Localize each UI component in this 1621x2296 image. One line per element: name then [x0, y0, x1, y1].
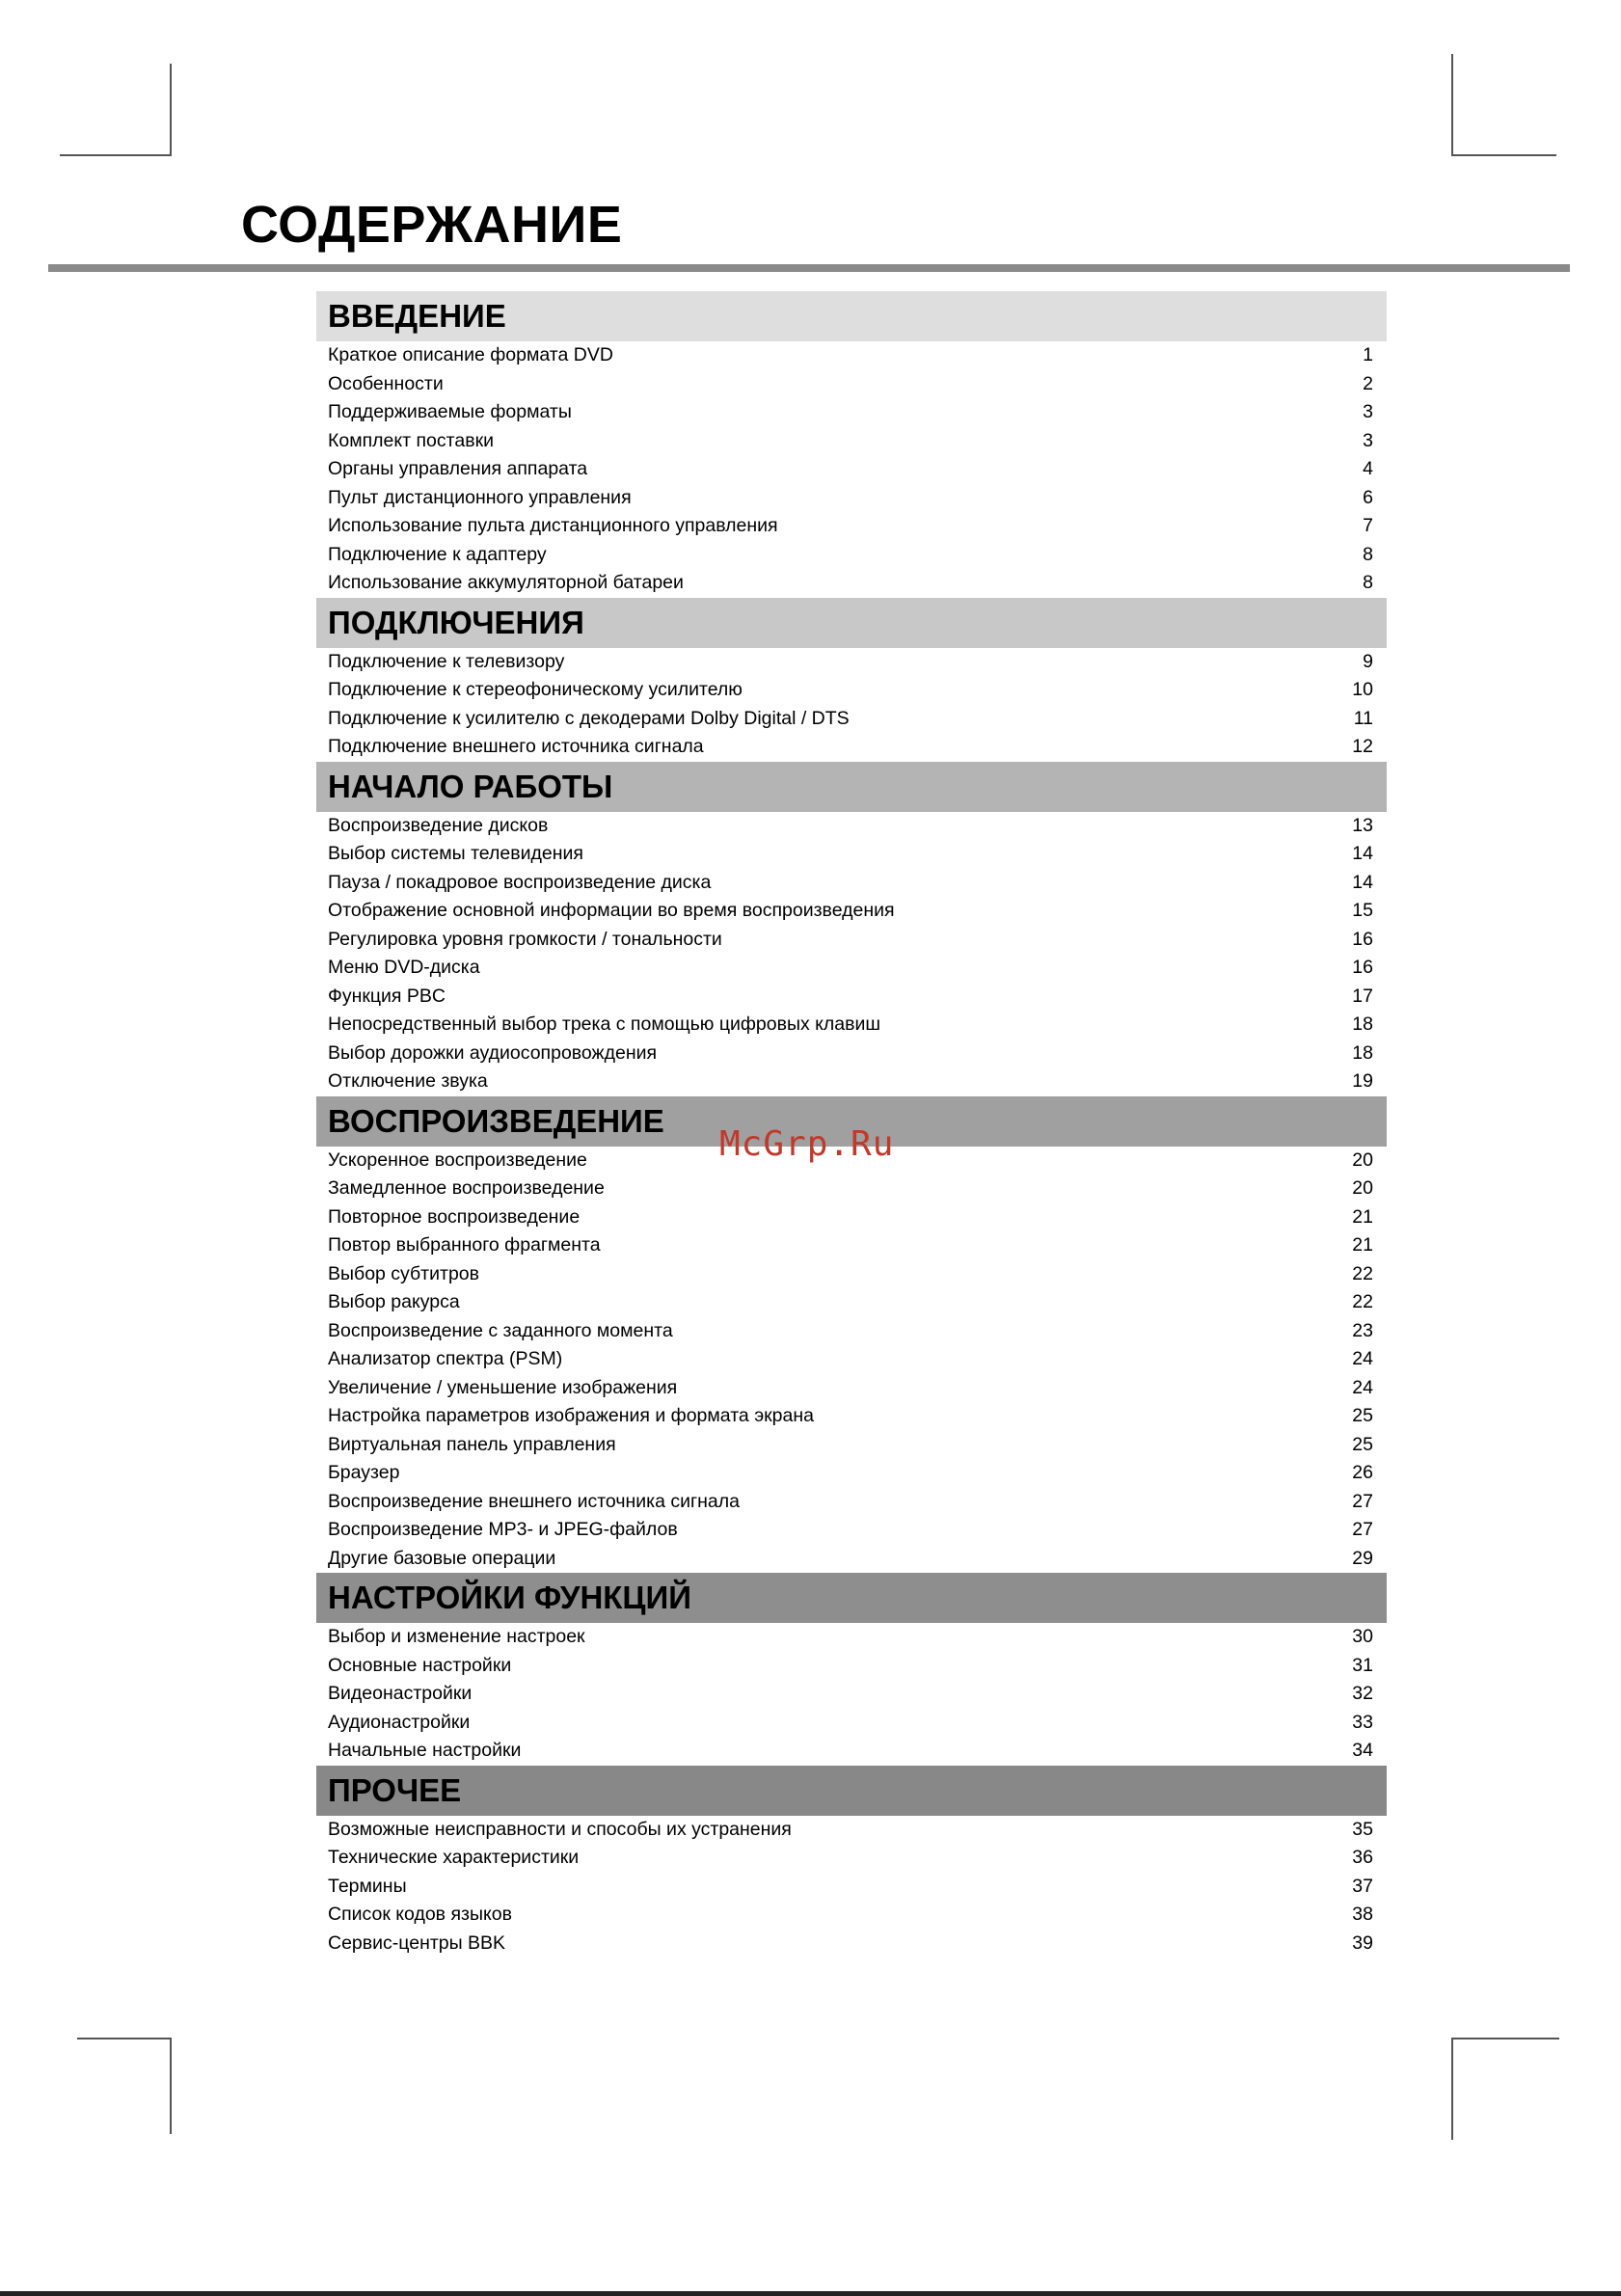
- toc-entry-label: Настройка параметров изображения и формата экрана: [328, 1405, 814, 1426]
- toc-entry-label: Термины: [328, 1875, 407, 1897]
- crop-mark-bottom-right-horizontal: [1451, 2038, 1559, 2039]
- section-header: [316, 291, 1387, 341]
- toc-entry-page-number: 16: [1352, 957, 1373, 978]
- bottom-edge-line: [0, 2291, 1621, 2296]
- toc-entry[interactable]: [316, 1816, 1387, 1845]
- crop-mark-top-right-vertical: [1451, 54, 1453, 156]
- toc-entry-page-number: 27: [1352, 1519, 1373, 1540]
- toc-entry-label: Отключение звука: [328, 1070, 488, 1092]
- toc-entry-page-number: 7: [1363, 515, 1373, 536]
- crop-mark-bottom-left-horizontal: [77, 2038, 172, 2039]
- toc-entry[interactable]: [316, 398, 1387, 427]
- toc-entry[interactable]: [316, 869, 1387, 898]
- toc-entry[interactable]: [316, 954, 1387, 983]
- toc-entry[interactable]: [316, 370, 1387, 399]
- toc-entry[interactable]: [316, 1623, 1387, 1652]
- toc-entry-label: Список кодов языков: [328, 1904, 512, 1925]
- toc-entry-label: Воспроизведение MP3- и JPEG-файлов: [328, 1519, 678, 1540]
- crop-mark-top-left-vertical: [170, 64, 172, 156]
- crop-mark-top-right-horizontal: [1451, 154, 1556, 156]
- toc-entry-label: Отображение основной информации во время воспроизведения: [328, 900, 895, 921]
- toc-entry-page-number: 35: [1352, 1818, 1373, 1840]
- toc-entry-label: Непосредственный выбор трека с помощью цифровых клавиш: [328, 1013, 881, 1035]
- toc-entry[interactable]: [316, 1011, 1387, 1040]
- toc-entry[interactable]: [316, 1374, 1387, 1403]
- section-title: ПОДКЛЮЧЕНИЯ: [328, 604, 584, 640]
- toc-entry-page-number: 2: [1363, 372, 1373, 394]
- toc-entry[interactable]: [316, 541, 1387, 570]
- page-title: СОДЕРЖАНИЕ: [241, 196, 623, 254]
- toc-entry-page-number: 13: [1352, 814, 1373, 836]
- toc-entry-page-number: 8: [1363, 543, 1373, 565]
- toc-entry-label: Краткое описание формата DVD: [328, 344, 613, 365]
- toc-entry-label: Начальные настройки: [328, 1740, 522, 1761]
- toc-entry-page-number: 21: [1352, 1205, 1373, 1228]
- toc-entry-page-number: 9: [1363, 650, 1373, 672]
- toc-entry-label: Пауза / покадровое воспроизведение диска: [328, 871, 712, 893]
- toc-entry-page-number: 23: [1352, 1319, 1373, 1341]
- toc-section: [316, 291, 1387, 598]
- toc-entry-page-number: 3: [1363, 401, 1373, 422]
- toc-entry[interactable]: [316, 455, 1387, 484]
- toc-entry-label: Виртуальная панель управления: [328, 1433, 616, 1455]
- toc-entry-label: Ускоренное воспроизведение: [328, 1148, 587, 1171]
- section-title: ВВЕДЕНИЕ: [328, 298, 506, 334]
- section-title: ПРОЧЕЕ: [328, 1771, 462, 1808]
- toc-entry-label: Использование аккумуляторной батареи: [328, 572, 684, 593]
- toc-entry-page-number: 1: [1363, 344, 1373, 365]
- toc-entry[interactable]: [316, 983, 1387, 1012]
- toc-entry-label: Функция PBC: [328, 985, 446, 1007]
- toc-entry[interactable]: [316, 1067, 1387, 1096]
- toc-entry-label: Другие базовые операции: [328, 1547, 556, 1569]
- toc-entry-page-number: 31: [1352, 1654, 1373, 1676]
- toc-entry-label: Выбор субтитров: [328, 1262, 479, 1284]
- toc-entry-page-number: 26: [1352, 1462, 1373, 1483]
- toc-entry-label: Комплект поставки: [328, 429, 494, 451]
- toc-entry-page-number: 36: [1352, 1847, 1373, 1868]
- toc-entry[interactable]: [316, 1288, 1387, 1317]
- toc-entry-page-number: 24: [1352, 1376, 1373, 1398]
- toc-entry-page-number: 20: [1352, 1148, 1373, 1171]
- toc-entry-label: Замедленное воспроизведение: [328, 1177, 605, 1199]
- toc-entry[interactable]: [316, 1901, 1387, 1930]
- toc-entry[interactable]: [316, 1873, 1387, 1902]
- toc-section: [316, 1096, 1387, 1574]
- toc-entry-page-number: 6: [1363, 486, 1373, 508]
- toc-entry-label: Повторное воспроизведение: [328, 1205, 581, 1228]
- toc-entry-label: Возможные неисправности и способы их устранения: [328, 1818, 792, 1840]
- toc-entry[interactable]: [316, 1459, 1387, 1488]
- toc-entry[interactable]: [316, 1431, 1387, 1460]
- section-header: [316, 598, 1387, 648]
- toc-entry-label: Подключение внешнего источника сигнала: [328, 736, 704, 757]
- toc-entry[interactable]: [316, 1709, 1387, 1738]
- toc-entry[interactable]: [316, 1203, 1387, 1232]
- toc-entry-label: Технические характеристики: [328, 1847, 580, 1868]
- toc-entry[interactable]: [316, 897, 1387, 926]
- toc-entry-label: Сервис-центры BBK: [328, 1931, 506, 1954]
- toc-entry-label: Пульт дистанционного управления: [328, 486, 632, 508]
- toc-entry[interactable]: [316, 812, 1387, 841]
- toc-entry-label: Подключение к адаптеру: [328, 543, 547, 565]
- toc-entry-page-number: 38: [1352, 1904, 1373, 1925]
- toc-entry-label: Воспроизведение внешнего источника сигнала: [328, 1490, 740, 1512]
- toc-entry-page-number: 12: [1352, 736, 1373, 757]
- toc-entry-page-number: 18: [1352, 1013, 1373, 1035]
- toc-entry[interactable]: [316, 648, 1387, 677]
- toc-entry[interactable]: [316, 1402, 1387, 1431]
- toc-entry[interactable]: [316, 1545, 1387, 1574]
- toc-entry-page-number: 21: [1352, 1234, 1373, 1256]
- section-header: [316, 1573, 1387, 1623]
- toc-entry-label: Выбор системы телевидения: [328, 843, 583, 864]
- toc-entry[interactable]: [316, 512, 1387, 541]
- toc-entry-page-number: 25: [1352, 1433, 1373, 1455]
- toc-entry[interactable]: [316, 1175, 1387, 1203]
- toc-entry-label: Поддерживаемые форматы: [328, 401, 572, 422]
- toc-entry-page-number: 29: [1352, 1547, 1373, 1569]
- toc-entry-page-number: 15: [1352, 900, 1373, 921]
- toc-entry-page-number: 22: [1352, 1291, 1373, 1312]
- toc-entry-page-number: 33: [1352, 1711, 1373, 1733]
- toc-entry-page-number: 27: [1352, 1490, 1373, 1512]
- section-header: [316, 1766, 1387, 1816]
- toc-entry[interactable]: [316, 840, 1387, 869]
- toc-section: [316, 762, 1387, 1096]
- toc-section: [316, 598, 1387, 762]
- toc-entry-label: Органы управления аппарата: [328, 458, 588, 479]
- toc-entry-page-number: 8: [1363, 572, 1373, 593]
- toc-entry-label: Основные настройки: [328, 1654, 512, 1676]
- toc-entry-label: Выбор ракурса: [328, 1291, 460, 1312]
- toc-entry[interactable]: [316, 1930, 1387, 1958]
- toc-entry-page-number: 20: [1352, 1177, 1373, 1199]
- toc-entry-label: Воспроизведение с заданного момента: [328, 1319, 673, 1341]
- toc-entry[interactable]: [316, 569, 1387, 598]
- toc-entry-label: Видеонастройки: [328, 1683, 473, 1704]
- toc-entry-page-number: 11: [1353, 707, 1373, 729]
- toc-section: [316, 1766, 1387, 1958]
- toc-entry[interactable]: [316, 1345, 1387, 1374]
- toc-entry-page-number: 10: [1352, 679, 1373, 700]
- toc-entry-label: Воспроизведение дисков: [328, 814, 549, 836]
- toc-entry[interactable]: [316, 1652, 1387, 1681]
- section-title: НАСТРОЙКИ ФУНКЦИЙ: [328, 1580, 691, 1615]
- toc-section: [316, 1573, 1387, 1766]
- toc-entry[interactable]: [316, 1680, 1387, 1709]
- toc-entry-page-number: 16: [1352, 928, 1373, 950]
- toc-entry-label: Использование пульта дистанционного управления: [328, 515, 778, 536]
- toc-entry-page-number: 39: [1352, 1931, 1373, 1954]
- toc-entry[interactable]: [316, 676, 1387, 705]
- watermark: McGrp.Ru: [719, 1124, 895, 1164]
- toc-entry[interactable]: [316, 484, 1387, 513]
- toc-entry-label: Регулировка уровня громкости / тональности: [328, 928, 722, 950]
- toc-entry[interactable]: [316, 1317, 1387, 1346]
- crop-mark-bottom-right-vertical: [1451, 2038, 1453, 2140]
- toc-entry-label: Выбор и изменение настроек: [328, 1626, 585, 1647]
- toc-entry-label: Особенности: [328, 372, 444, 394]
- section-title: ВОСПРОИЗВЕДЕНИЕ: [328, 1102, 664, 1139]
- toc-entry[interactable]: [316, 427, 1387, 456]
- toc-entry[interactable]: [316, 733, 1387, 762]
- toc-entry-page-number: 4: [1363, 458, 1373, 479]
- title-rule: [48, 264, 1570, 272]
- toc-entry-page-number: 37: [1352, 1875, 1373, 1897]
- toc-entry-page-number: 18: [1352, 1041, 1373, 1064]
- toc-entry[interactable]: [316, 1488, 1387, 1517]
- toc-entry-label: Меню DVD-диска: [328, 957, 480, 978]
- toc-entry[interactable]: [316, 1040, 1387, 1068]
- toc-entry-label: Увеличение / уменьшение изображения: [328, 1376, 678, 1398]
- toc-entry-page-number: 19: [1352, 1070, 1373, 1092]
- toc-entry[interactable]: [316, 1260, 1387, 1289]
- toc-entry-label: Подключение к стереофоническому усилителю: [328, 679, 743, 700]
- toc-entry-page-number: 17: [1352, 985, 1373, 1007]
- toc-entry-label: Браузер: [328, 1462, 400, 1483]
- toc-entry-label: Анализатор спектра (PSM): [328, 1348, 563, 1369]
- toc-entry[interactable]: [316, 1844, 1387, 1873]
- toc-entry-page-number: 14: [1352, 871, 1373, 893]
- toc-entry-label: Подключение к телевизору: [328, 650, 565, 672]
- toc-entry-page-number: 32: [1352, 1683, 1373, 1704]
- crop-mark-bottom-left-vertical: [170, 2038, 172, 2134]
- toc-entry-page-number: 30: [1352, 1626, 1373, 1647]
- toc-entry[interactable]: [316, 1737, 1387, 1766]
- toc-entry-page-number: 14: [1352, 843, 1373, 864]
- toc-entry-label: Подключение к усилителю с декодерами Dolby Digital / DTS: [328, 707, 850, 729]
- toc-entry-label: Аудионастройки: [328, 1711, 471, 1733]
- crop-mark-top-left-horizontal: [60, 154, 172, 156]
- toc-entry[interactable]: [316, 926, 1387, 955]
- section-title: НАЧАЛО РАБОТЫ: [328, 768, 613, 804]
- toc-entry-page-number: 25: [1352, 1405, 1373, 1426]
- toc-entry-page-number: 22: [1352, 1262, 1373, 1284]
- toc-entry-page-number: 24: [1352, 1348, 1373, 1369]
- section-header: [316, 762, 1387, 812]
- toc-entry-label: Повтор выбранного фрагмента: [328, 1234, 601, 1256]
- toc-entry-page-number: 34: [1352, 1740, 1373, 1761]
- toc-entry-page-number: 3: [1363, 429, 1373, 451]
- toc-entry-label: Выбор дорожки аудиосопровождения: [328, 1041, 658, 1064]
- toc-entry[interactable]: [316, 341, 1387, 370]
- toc-entry[interactable]: [316, 705, 1387, 734]
- toc-entry[interactable]: [316, 1516, 1387, 1545]
- toc-entry[interactable]: [316, 1231, 1387, 1260]
